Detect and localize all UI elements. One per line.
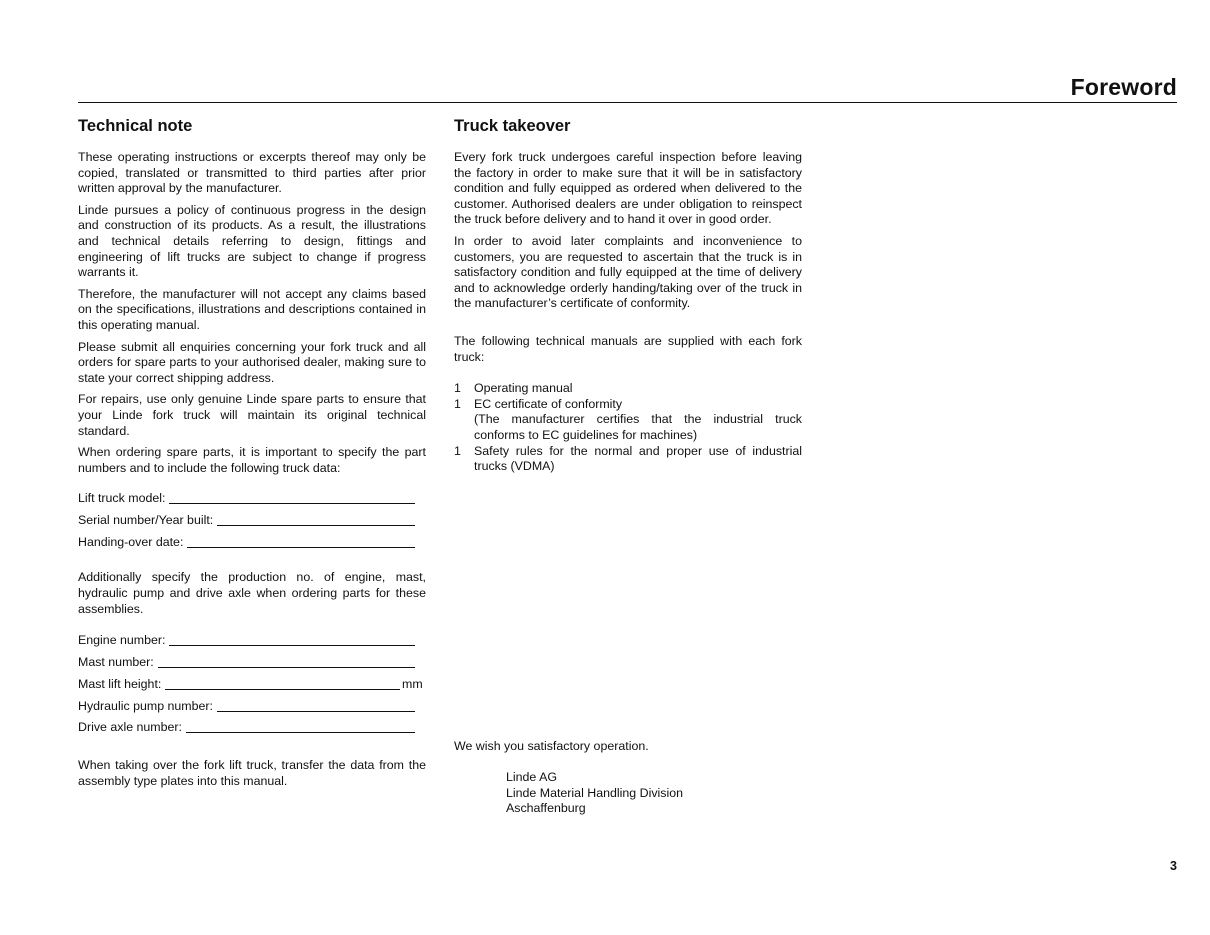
paragraph: In order to avoid later complaints and inconvenience to customers, you are requested to ascertain that the truck is in satisfactory condition and fully equipped at the time of delivery and to acknowledge orderly handing/taking over of the truck in the manufacturer’s certificate of conformity. — [454, 233, 802, 311]
field-hydraulic-pump-number — [78, 699, 426, 715]
item-text: Safety rules for the normal and proper use of industrial trucks (VDMA) — [474, 443, 802, 474]
list-item — [454, 381, 802, 397]
signature-company: Linde AG — [506, 770, 557, 784]
field-engine-number — [78, 633, 426, 649]
field-handing-over-date — [78, 535, 426, 551]
header-rule — [78, 102, 1177, 103]
field-mast-number — [78, 655, 426, 671]
field-label: Handing-over date: — [78, 535, 187, 551]
field-serial-number — [78, 513, 426, 529]
field-label: Mast number: — [78, 655, 158, 671]
truck-takeover-heading: Truck takeover — [454, 117, 571, 135]
signature-division: Linde Material Handling Division — [506, 785, 684, 800]
signature-location: Aschaffenburg — [506, 801, 586, 816]
unit-label: mm — [402, 676, 423, 691]
field-label: Lift truck model: — [78, 491, 169, 507]
paragraph: When ordering spare parts, it is important to specify the part numbers and to include the following truck data: — [78, 445, 426, 475]
paragraph: The following technical manuals are supplied with each fork truck: — [454, 333, 802, 364]
paragraph: Therefore, the manufacturer will not accept any claims based on the specifications, illustrations and descriptions contained in this operating manual. — [78, 286, 426, 332]
field-label: Serial number/Year built: — [78, 513, 217, 529]
paragraph: Additionally specify the production no. of engine, mast, hydraulic pump and drive axle when ordering parts for these assemblies. — [78, 570, 426, 616]
paragraph: Please submit all enquiries concerning your fork truck and all orders for spare parts to your authorised dealer, making sure to state your correct shipping address. — [78, 339, 426, 385]
paragraph: When taking over the fork lift truck, transfer the data from the assembly type plates into this manual. — [78, 757, 426, 788]
paragraph: For repairs, use only genuine Linde spare parts to ensure that your Linde fork truck will maintain its original technical standard. — [78, 392, 426, 438]
item-quantity: 1 — [454, 443, 461, 458]
item-quantity: 1 — [454, 381, 461, 396]
list-item — [454, 444, 802, 475]
field-label: Mast lift height: — [78, 677, 165, 693]
field-drive-axle-number — [78, 720, 426, 736]
list-item — [454, 397, 802, 444]
item-text: EC certificate of conformity — [474, 396, 623, 411]
item-text: Operating manual — [474, 381, 573, 396]
field-mast-lift-height — [78, 677, 426, 693]
paragraph: These operating instructions or excerpts thereof may only be copied, translated or transmitted to third parties after prior written approval by the manufacturer. — [78, 150, 426, 196]
closing-text: We wish you satisfactory operation. — [454, 739, 649, 753]
field-lift-truck-model — [78, 491, 426, 507]
technical-note-column — [78, 116, 426, 795]
paragraph: Every fork truck undergoes careful inspection before leaving the factory in order to make sure that it will be in satisfactory condition and fully equipped as ordered when delivered to the customer. Authorised dealers are under obligation to reinspect the truck before delivery and to hand it over in good order. — [454, 150, 802, 227]
manuals-list — [454, 381, 802, 475]
field-label: Engine number: — [78, 633, 169, 649]
item-quantity: 1 — [454, 396, 461, 411]
field-label: Hydraulic pump number: — [78, 699, 217, 715]
page-number: 3 — [1170, 859, 1177, 873]
field-label: Drive axle number: — [78, 720, 186, 736]
page-header-title: Foreword — [1070, 74, 1177, 100]
technical-note-heading: Technical note — [78, 117, 193, 135]
signature-block — [506, 770, 683, 817]
paragraph: Linde pursues a policy of continuous progress in the design and construction of its products. As a result, the illustrations and technical details referring to design, fittings and engineering of lift trucks are subject to change if progress warrants it. — [78, 202, 426, 280]
truck-takeover-column — [454, 116, 802, 816]
item-note: (The manufacturer certifies that the industrial truck conforms to EC guidelines for machines) — [474, 412, 802, 442]
